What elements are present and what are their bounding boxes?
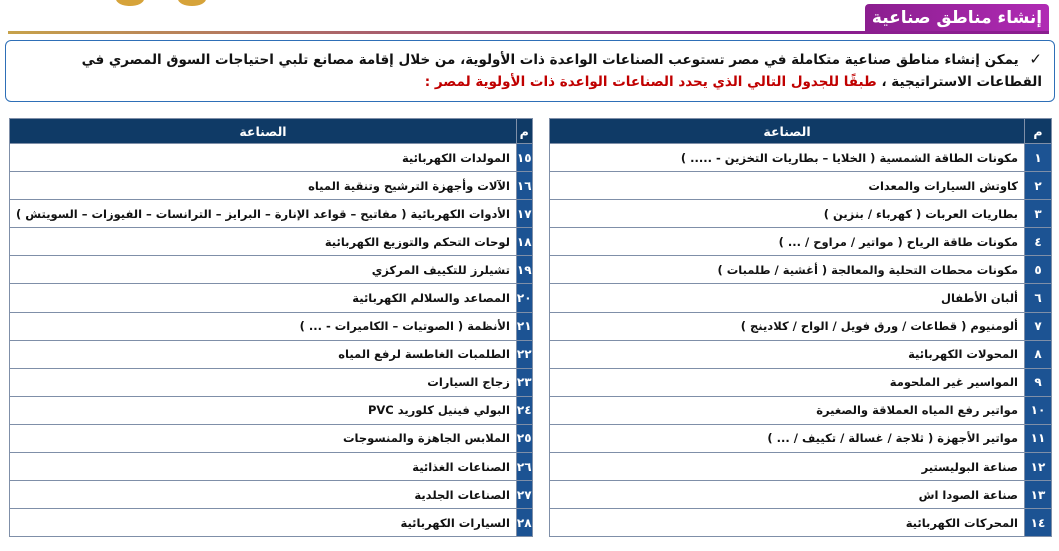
table-header-row — [550, 119, 1052, 144]
row-number: ٣ — [1025, 200, 1052, 228]
table-row — [550, 424, 1052, 452]
industry-name: الملابس الجاهزة والمنسوجات — [10, 424, 517, 452]
row-number: ٢٨ — [516, 509, 532, 537]
industry-name: تشيلرز للتكييف المركزي — [10, 256, 517, 284]
industry-name: الطلمبات الغاطسة لرفع المياه — [10, 340, 517, 368]
industry-name: مواتير رفع المياه العملاقة والصغيرة — [550, 396, 1025, 424]
table-header-row — [10, 119, 533, 144]
table-row — [10, 424, 533, 452]
table-row — [550, 144, 1052, 172]
table-row — [10, 228, 533, 256]
table-row — [550, 509, 1052, 537]
intro-box — [5, 40, 1055, 102]
check-icon: ✓ — [1029, 50, 1042, 68]
industries-table-right — [549, 118, 1052, 537]
column-header-industry: الصناعة — [550, 119, 1025, 144]
table-row — [10, 368, 533, 396]
row-number: ٢٦ — [516, 453, 532, 481]
row-number: ١٥ — [516, 144, 532, 172]
table-row — [10, 453, 533, 481]
table-body — [10, 144, 533, 537]
table-row — [550, 172, 1052, 200]
industry-name: مواتير الأجهزة ( ثلاجة / غسالة / تكييف / ... ) — [550, 424, 1025, 452]
industry-name: الصناعات الجلدية — [10, 481, 517, 509]
row-number: ١٧ — [516, 200, 532, 228]
industry-name: زجاج السيارات — [10, 368, 517, 396]
table-row — [550, 200, 1052, 228]
table-row — [550, 312, 1052, 340]
table-row — [550, 284, 1052, 312]
row-number: ٢ — [1025, 172, 1052, 200]
table-row — [10, 340, 533, 368]
row-number: ٢٥ — [516, 424, 532, 452]
table-row — [550, 453, 1052, 481]
industries-table-left — [9, 118, 533, 537]
row-number: ١٣ — [1025, 481, 1052, 509]
row-number: ١٠ — [1025, 396, 1052, 424]
row-number: ٤ — [1025, 228, 1052, 256]
logo — [116, 0, 144, 6]
industry-name: مكونات طاقة الرياح ( مواتير / مراوح / ... ) — [550, 228, 1025, 256]
logo — [178, 0, 206, 6]
row-number: ١٩ — [516, 256, 532, 284]
row-number: ١٤ — [1025, 509, 1052, 537]
table-row — [10, 396, 533, 424]
table-row — [10, 200, 533, 228]
industry-name: كاوتش السيارات والمعدات — [550, 172, 1025, 200]
row-number: ٨ — [1025, 340, 1052, 368]
column-header-num: م — [1025, 119, 1052, 144]
row-number: ١٦ — [516, 172, 532, 200]
row-number: ٢٧ — [516, 481, 532, 509]
row-number: ٢٢ — [516, 340, 532, 368]
industry-name: البولي فينيل كلوريد PVC — [10, 396, 517, 424]
title-divider — [8, 31, 1049, 34]
industry-name: الأنظمة ( الصوتيات – الكاميرات - ... ) — [10, 312, 517, 340]
industry-name: لوحات التحكم والتوزيع الكهربائية — [10, 228, 517, 256]
table-row — [10, 509, 533, 537]
industry-name: الأدوات الكهربائية ( مفاتيح – قواعد الإنارة – البرايز – الترانسات – الفيوزات – السويتش ) — [10, 200, 517, 228]
table-row — [550, 228, 1052, 256]
intro-text: يمكن إنشاء مناطق صناعية متكاملة في مصر تستوعب الصناعات الواعدة ذات الأولوية، من خلال إقامة مصانع تلبي احتياجات السوق المصري في القطاعات الاستراتيجية ، — [81, 52, 1042, 90]
row-number: ٢١ — [516, 312, 532, 340]
industry-name: المحركات الكهربائية — [550, 509, 1025, 537]
row-number: ١٢ — [1025, 453, 1052, 481]
industry-name: صناعة الصودا اش — [550, 481, 1025, 509]
table-row — [10, 312, 533, 340]
industry-name: ألبان الأطفال — [550, 284, 1025, 312]
table-row — [10, 481, 533, 509]
row-number: ٩ — [1025, 368, 1052, 396]
industry-name: السيارات الكهربائية — [10, 509, 517, 537]
row-number: ١٨ — [516, 228, 532, 256]
row-number: ٧ — [1025, 312, 1052, 340]
logos-strip — [60, 0, 210, 10]
table-row — [550, 396, 1052, 424]
row-number: ٢٠ — [516, 284, 532, 312]
industry-name: المولدات الكهربائية — [10, 144, 517, 172]
table-row — [550, 256, 1052, 284]
table-row — [10, 144, 533, 172]
industry-name: الآلات وأجهزة الترشيح وتنقية المياه — [10, 172, 517, 200]
industry-name: الصناعات الغذائية — [10, 453, 517, 481]
table-row — [550, 481, 1052, 509]
column-header-num: م — [516, 119, 532, 144]
industry-name: بطاريات العربات ( كهرباء / بنزين ) — [550, 200, 1025, 228]
row-number: ١١ — [1025, 424, 1052, 452]
table-row — [10, 172, 533, 200]
industry-name: مكونات الطاقة الشمسية ( الخلايا – بطاريات التخزين - ..... ) — [550, 144, 1025, 172]
industry-name: المحولات الكهربائية — [550, 340, 1025, 368]
industry-name: مكونات محطات التحلية والمعالجة ( أغشية / طلمبات ) — [550, 256, 1025, 284]
industry-name: صناعة البوليستير — [550, 453, 1025, 481]
industry-name: ألومنيوم ( قطاعات / ورق فويل / الواح / كلادينج ) — [550, 312, 1025, 340]
table-row — [10, 284, 533, 312]
table-row — [10, 256, 533, 284]
industry-name: المواسير غير الملحومة — [550, 368, 1025, 396]
column-header-industry: الصناعة — [10, 119, 517, 144]
row-number: ١ — [1025, 144, 1052, 172]
row-number: ٢٣ — [516, 368, 532, 396]
table-row — [550, 340, 1052, 368]
row-number: ٥ — [1025, 256, 1052, 284]
table-body — [550, 144, 1052, 537]
table-row — [550, 368, 1052, 396]
row-number: ٦ — [1025, 284, 1052, 312]
industry-name: المصاعد والسلالم الكهربائية — [10, 284, 517, 312]
row-number: ٢٤ — [516, 396, 532, 424]
page-title: إنشاء مناطق صناعية — [865, 4, 1049, 32]
intro-highlight: طبقًا للجدول التالي الذي يحدد الصناعات الواعدة ذات الأولوية لمصر : — [424, 74, 877, 90]
